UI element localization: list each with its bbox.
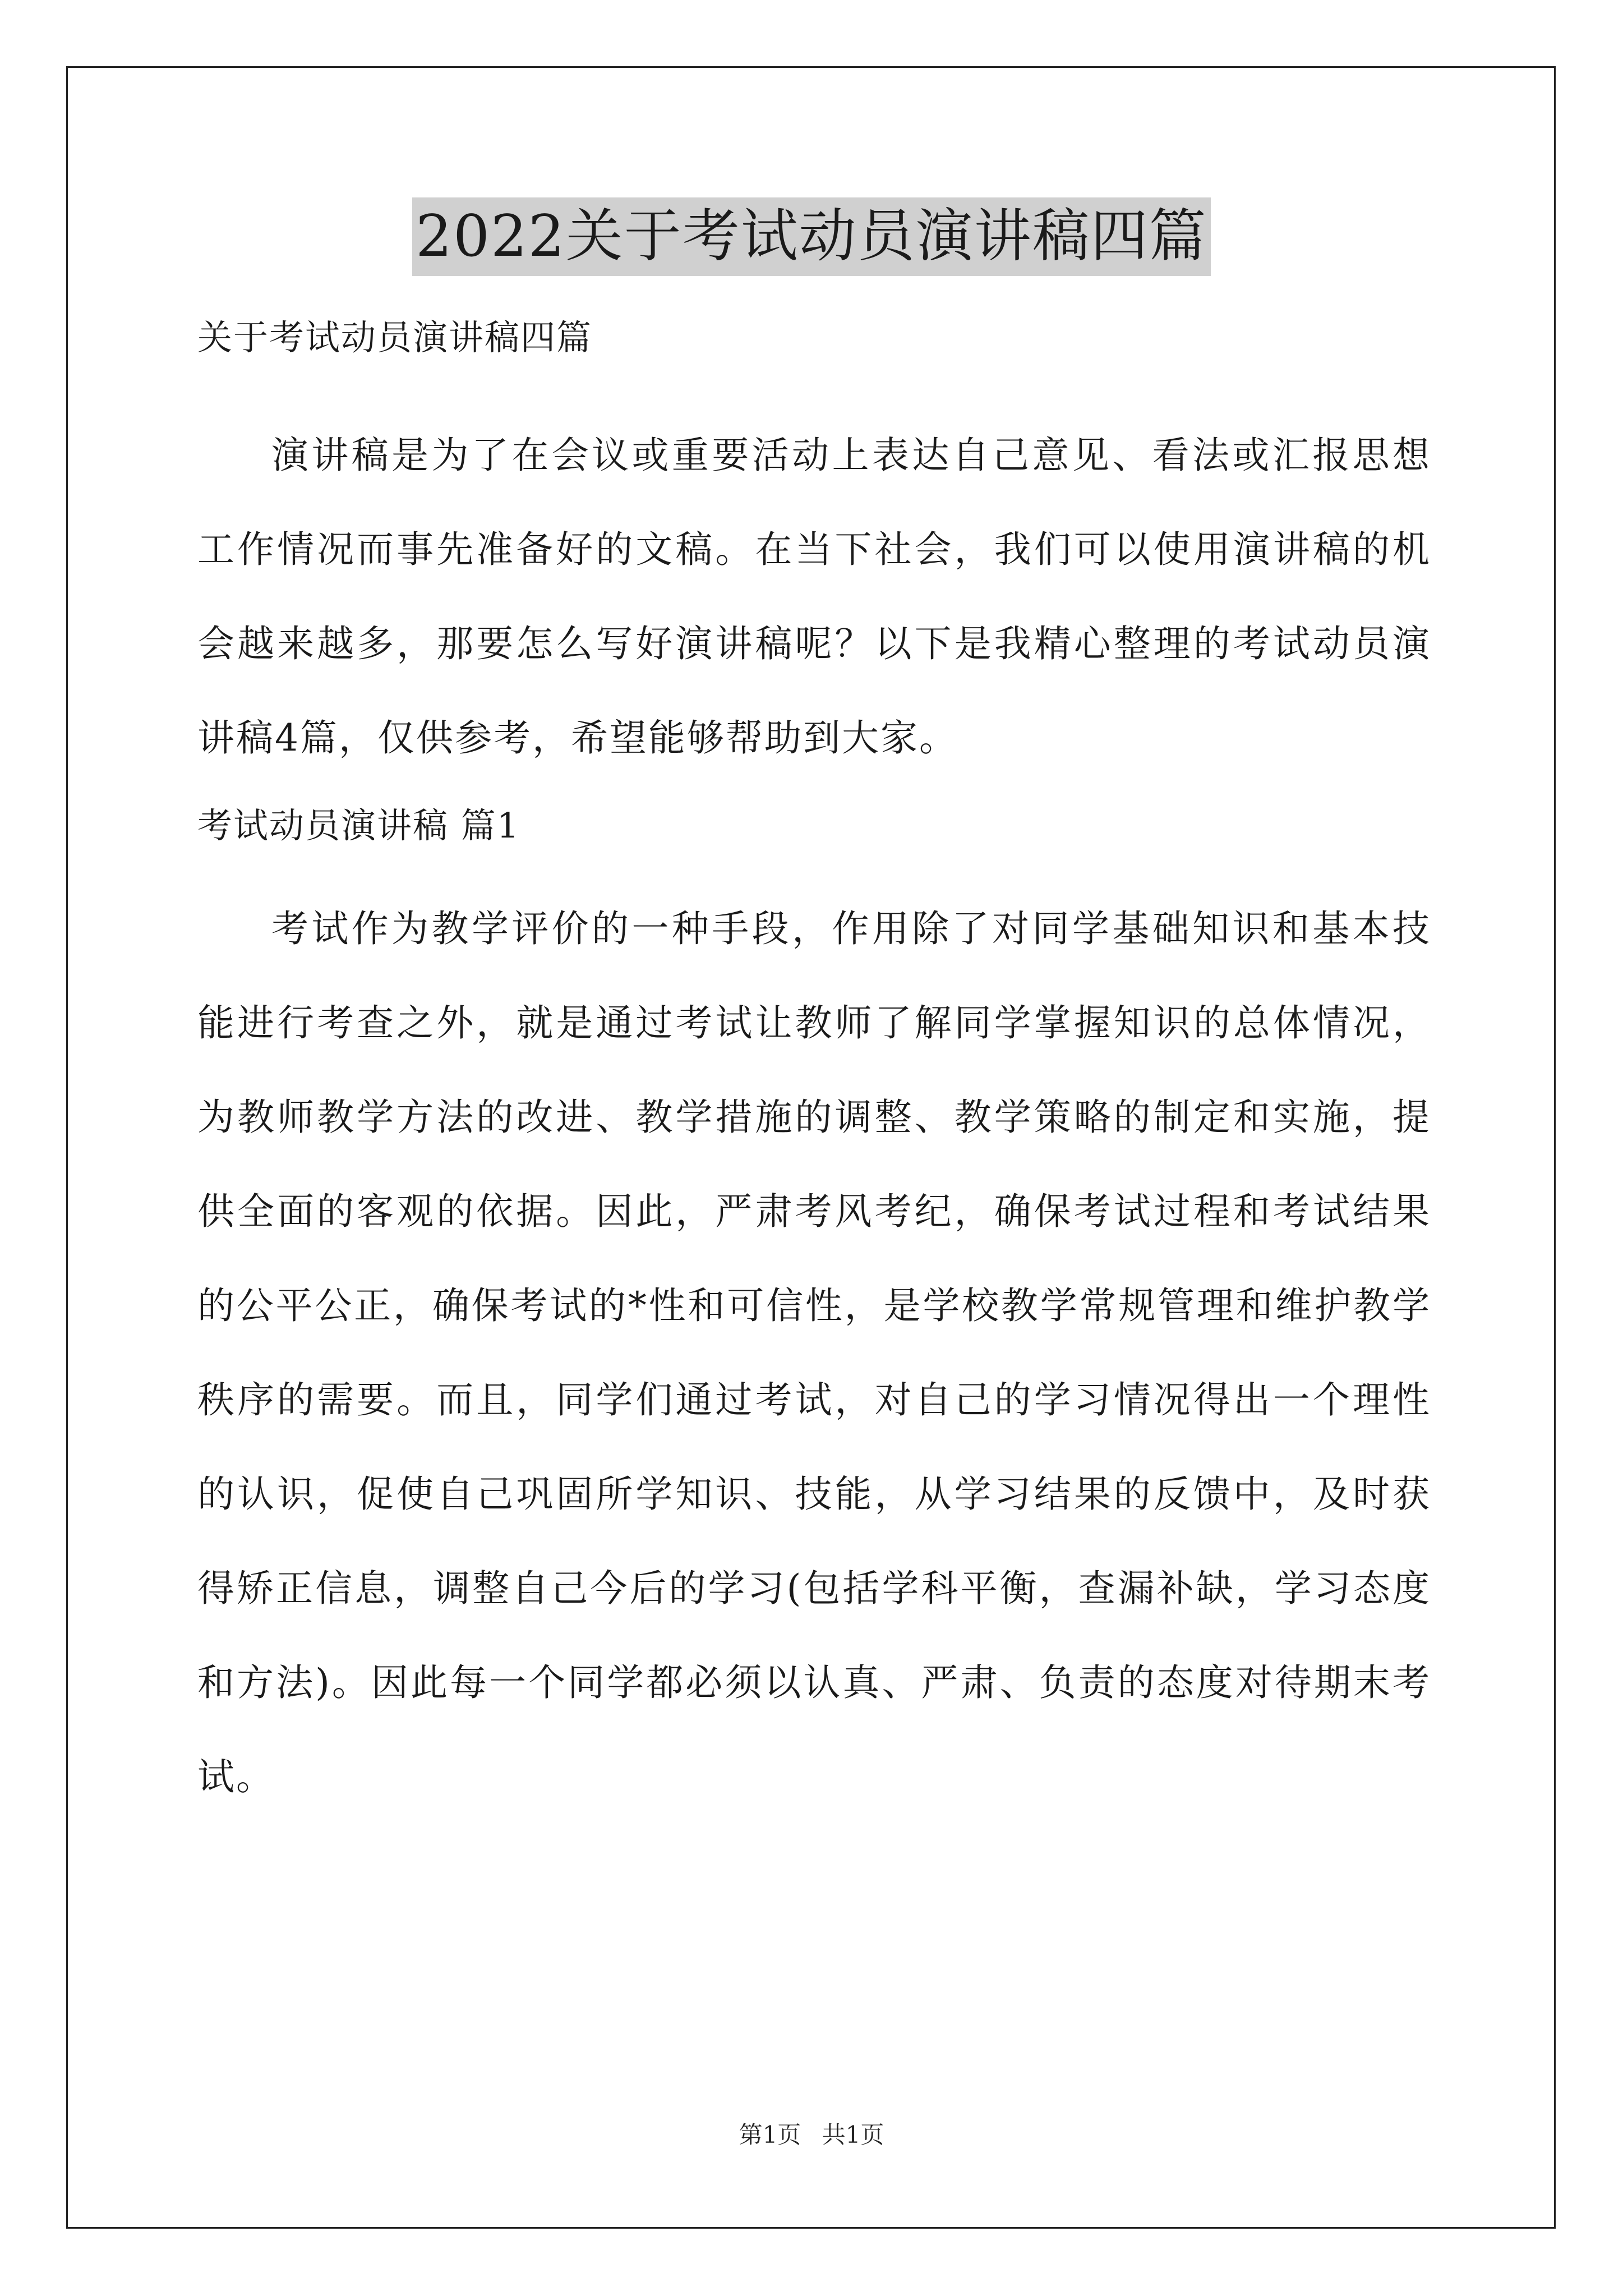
document-subtitle: 关于考试动员演讲稿四篇 bbox=[197, 317, 593, 358]
page-number: 第1页 bbox=[739, 2121, 801, 2148]
page-footer bbox=[0, 2119, 1623, 2151]
section-1-paragraph: 考试作为教学评价的一种手段，作用除了对同学基础知识和基本技能进行考查之外，就是通过考试让教师了解同学掌握知识的总体情况，为教师教学方法的改进、教学措施的调整、教学策略的制定和实施，提供全面的客观的依据。因此，严肃考风考纪，确保考试过程和考试结果的公平公正，确保考试的*性和可信性，是学校教学常规管理和维护教学秩序的需要。而且，同学们通过考试，对自己的学习情况得出一个理性的认识，促使自己巩固所学知识、技能，从学习结果的反馈中，及时获得矫正信息，调整自己今后的学习(包括学科平衡，查漏补缺，学习态度和方法)。因此每一个同学都必须以认真、严肃、负责的态度对待期末考试。 bbox=[197, 907, 1431, 1798]
section-1-heading: 考试动员演讲稿 篇1 bbox=[197, 805, 520, 846]
page-total: 共1页 bbox=[822, 2121, 884, 2148]
document-body bbox=[197, 314, 1431, 1828]
intro-paragraph: 演讲稿是为了在会议或重要活动上表达自己意见、看法或汇报思想工作情况而事先准备好的文稿。在当下社会，我们可以使用演讲稿的机会越来越多，那要怎么写好演讲稿呢？以下是我精心整理的考试动员演讲稿4篇，仅供参考，希望能够帮助到大家。 bbox=[197, 434, 1431, 760]
document-title: 2022关于考试动员演讲稿四篇 bbox=[412, 197, 1211, 276]
title-container bbox=[0, 197, 1623, 276]
